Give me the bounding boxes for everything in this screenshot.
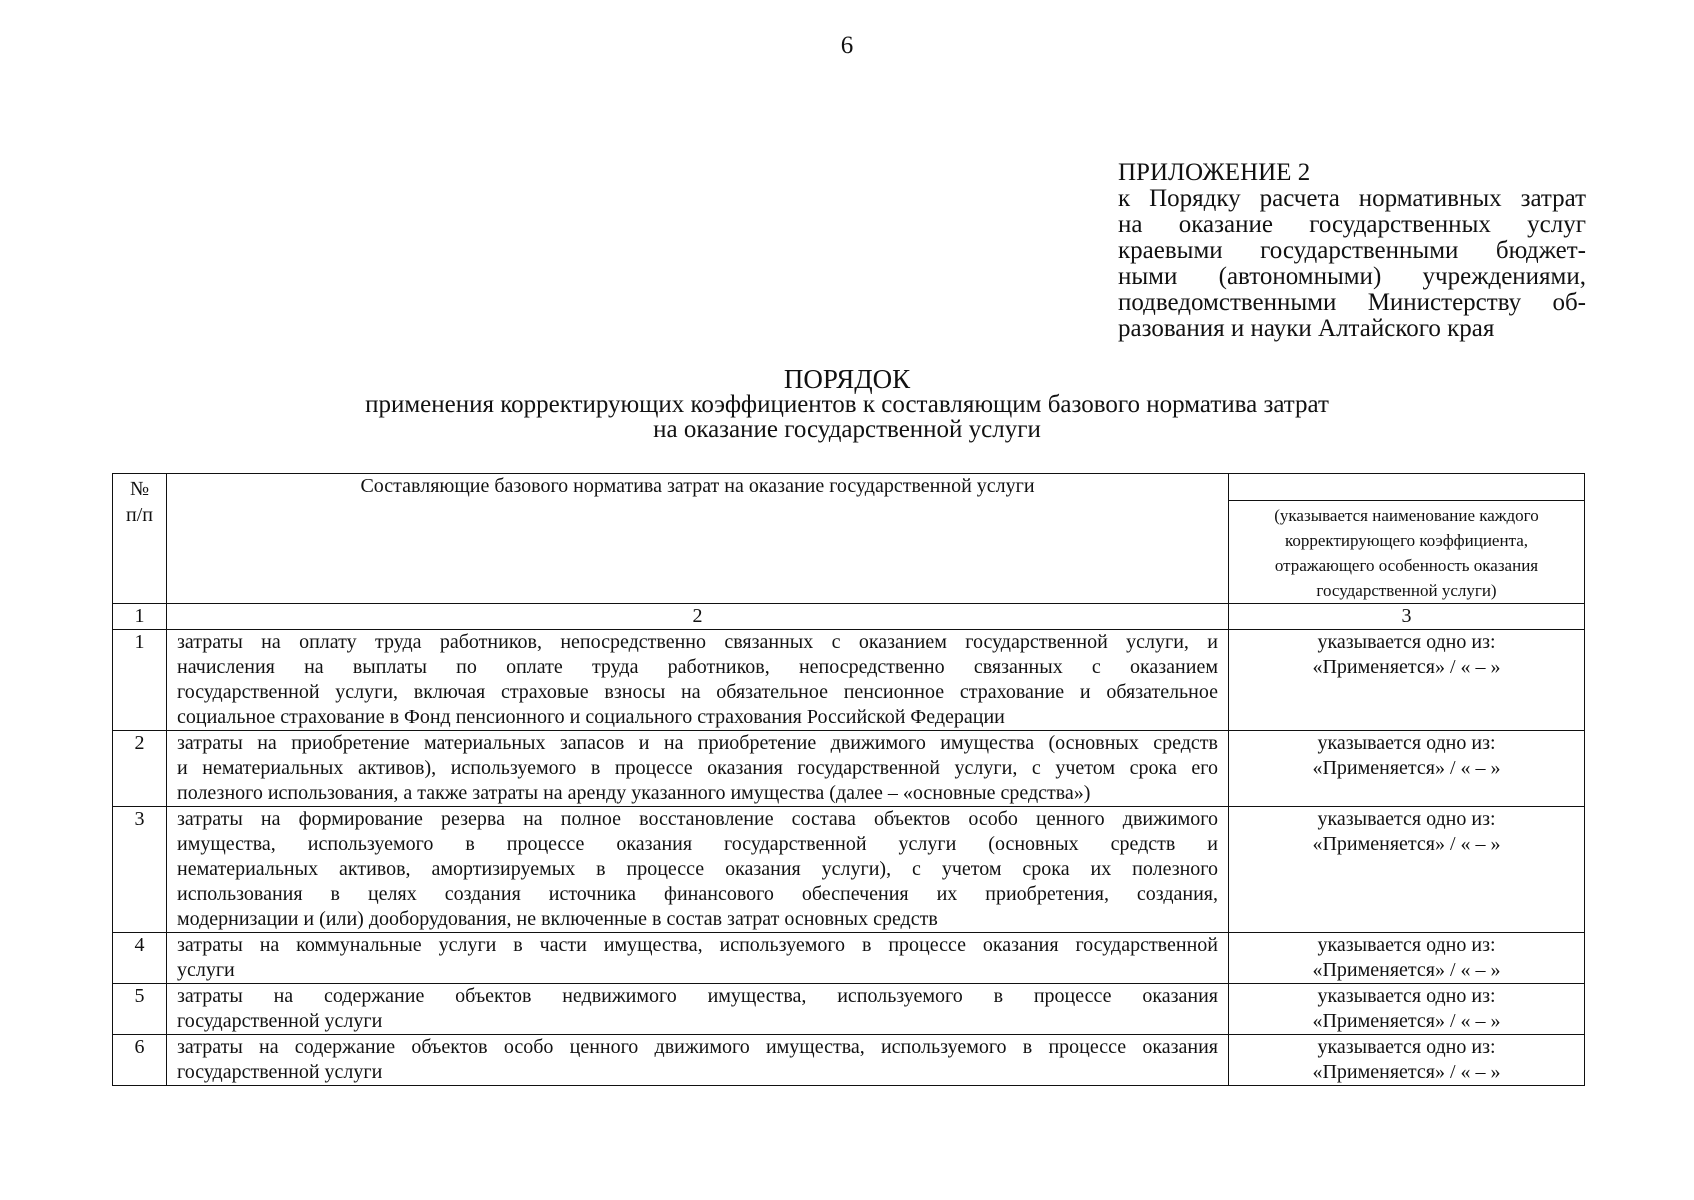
- column-number: 3: [1229, 604, 1585, 630]
- row-coefficient-value: [1229, 731, 1585, 807]
- value-line: указывается одно из:: [1317, 631, 1496, 653]
- description-line: начисления на выплаты по оплате труда работников, непосредственно связанных с оказанием: [177, 656, 1218, 678]
- appendix-block: [1118, 160, 1586, 342]
- description-line: затраты на оплату труда работников, непосредственно связанных с оказанием государственной услуги, и: [177, 631, 1218, 653]
- value-line: указывается одно из:: [1317, 1036, 1496, 1058]
- column-numbers-row: [113, 604, 1585, 630]
- description-line: имущества, используемого в процессе оказания государственной услуги (основных средств и: [177, 833, 1218, 855]
- note-line: (указывается наименование каждого: [1274, 506, 1539, 525]
- description-line: затраты на содержание объектов особо ценного движимого имущества, используемого в процессе оказания: [177, 1036, 1218, 1058]
- appendix-line: подведомственными Министерству об-: [1118, 289, 1586, 316]
- value-line: указывается одно из:: [1317, 808, 1496, 830]
- table-header-row: [113, 474, 1585, 604]
- value-line: «Применяется» / « – »: [1312, 1061, 1501, 1083]
- document-subtitle-line: на оказание государственной услуги: [653, 416, 1041, 443]
- description-line: полезного использования, а также затраты на аренду указанного имущества (далее – «основные средства»): [177, 782, 1091, 804]
- row-number: 5: [113, 984, 167, 1035]
- note-line: государственной услуги): [1316, 581, 1497, 600]
- row-description: [167, 807, 1229, 933]
- value-line: указывается одно из:: [1317, 985, 1496, 1007]
- description-line: модернизации и (или) дооборудования, не включенные в состав затрат основных средств: [177, 908, 938, 930]
- row-description: [167, 630, 1229, 731]
- value-line: «Применяется» / « – »: [1312, 833, 1501, 855]
- header-coefficient-cell: [1229, 474, 1585, 604]
- row-number: 2: [113, 731, 167, 807]
- table-row: [113, 1035, 1585, 1086]
- row-description: [167, 984, 1229, 1035]
- row-number: 4: [113, 933, 167, 984]
- appendix-heading: ПРИЛОЖЕНИЕ 2: [1118, 159, 1311, 186]
- description-line: затраты на приобретение материальных запасов и на приобретение движимого имущества (основных средств: [177, 732, 1218, 754]
- header-number-cell: № п/п: [113, 474, 167, 604]
- row-description: [167, 731, 1229, 807]
- description-line: государственной услуги, включая страховые взносы на обязательное пенсионное страхование и обязательное: [177, 681, 1218, 703]
- row-coefficient-value: [1229, 984, 1585, 1035]
- appendix-line: к Порядку расчета нормативных затрат: [1118, 185, 1586, 212]
- description-line: использования в целях создания источника финансового обеспечения их приобретения, создания,: [177, 883, 1218, 905]
- column-number: 2: [167, 604, 1229, 630]
- description-line: государственной услуги: [177, 1010, 383, 1032]
- coefficients-table: [112, 473, 1585, 1086]
- appendix-line: краевыми государственными бюджет-: [1118, 237, 1586, 264]
- value-line: «Применяется» / « – »: [1312, 959, 1501, 981]
- table-row: [113, 984, 1585, 1035]
- description-line: затраты на формирование резерва на полное восстановление состава объектов особо ценного движимого: [177, 808, 1218, 830]
- table-row: [113, 731, 1585, 807]
- value-line: «Применяется» / « – »: [1312, 757, 1501, 779]
- description-line: затраты на коммунальные услуги в части имущества, используемого в процессе оказания государственной: [177, 934, 1218, 956]
- row-number: 3: [113, 807, 167, 933]
- header-coefficient-note: [1229, 501, 1584, 603]
- appendix-line: разования и науки Алтайского края: [1118, 315, 1495, 342]
- row-number: 1: [113, 630, 167, 731]
- description-line: социальное страхование в Фонд пенсионного и социального страхования Российской Федерации: [177, 706, 1005, 728]
- value-line: «Применяется» / « – »: [1312, 656, 1501, 678]
- row-coefficient-value: [1229, 807, 1585, 933]
- table-row: [113, 630, 1585, 731]
- value-line: «Применяется» / « – »: [1312, 1010, 1501, 1032]
- document-subtitle-line: применения корректирующих коэффициентов к составляющим базового норматива затрат: [365, 391, 1329, 418]
- note-line: отражающего особенность оказания: [1274, 556, 1539, 575]
- document-title-block: [0, 366, 1694, 442]
- row-coefficient-value: [1229, 933, 1585, 984]
- page-number: 6: [840, 32, 854, 59]
- document-title: ПОРЯДОК: [783, 364, 911, 394]
- table-row: [113, 807, 1585, 933]
- description-line: государственной услуги: [177, 1061, 383, 1083]
- description-line: затраты на содержание объектов недвижимого имущества, используемого в процессе оказания: [177, 985, 1218, 1007]
- note-line: корректирующего коэффициента,: [1284, 531, 1528, 550]
- row-coefficient-value: [1229, 630, 1585, 731]
- value-line: указывается одно из:: [1317, 934, 1496, 956]
- column-number: 1: [113, 604, 167, 630]
- row-description: [167, 933, 1229, 984]
- table-row: [113, 933, 1585, 984]
- appendix-line: на оказание государственных услуг: [1118, 211, 1586, 238]
- appendix-line: ными (автономными) учреждениями,: [1118, 263, 1586, 290]
- header-components-cell: Составляющие базового норматива затрат на оказание государственной услуги: [167, 474, 1229, 604]
- value-line: указывается одно из:: [1317, 732, 1496, 754]
- description-line: услуги: [177, 959, 235, 981]
- header-coefficient-name-blank: [1229, 474, 1584, 501]
- row-number: 6: [113, 1035, 167, 1086]
- row-coefficient-value: [1229, 1035, 1585, 1086]
- description-line: нематериальных активов, амортизируемых в процессе оказания услуги), с учетом срока их полезного: [177, 858, 1218, 880]
- row-description: [167, 1035, 1229, 1086]
- description-line: и нематериальных активов), используемого в процессе оказания государственной услуги, с учетом срока его: [177, 757, 1218, 779]
